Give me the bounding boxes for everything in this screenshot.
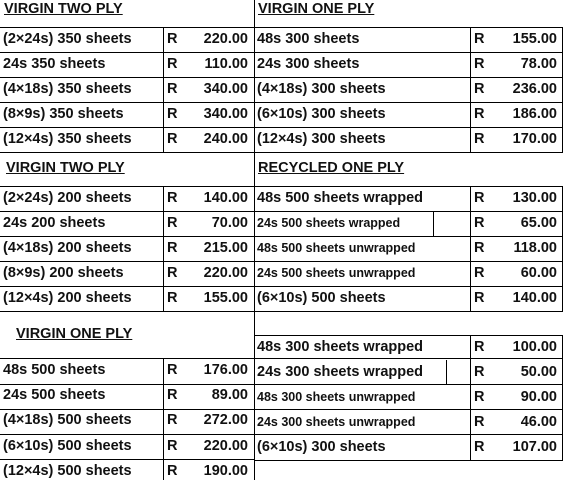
item-price <box>470 410 563 435</box>
item-price <box>470 286 563 311</box>
currency-symbol: R <box>474 439 485 455</box>
item-price <box>163 77 254 102</box>
currency-symbol: R <box>167 387 178 404</box>
price-value: 70.00 <box>211 215 248 231</box>
item-price <box>163 102 254 127</box>
price-value: 272.00 <box>203 412 248 429</box>
price-value: 190.00 <box>203 462 248 479</box>
item-description: (12×4s) 200 sheets <box>3 290 132 306</box>
price-value: 340.00 <box>203 106 248 122</box>
section-title-virgin-one-ply-500: VIRGIN ONE PLY <box>16 326 133 342</box>
currency-symbol: R <box>474 414 485 430</box>
item-description: (12×4s) 350 sheets <box>3 131 132 147</box>
price-value: 65.00 <box>520 215 557 231</box>
item-description: 24s 500 sheets <box>3 387 106 404</box>
currency-symbol: R <box>474 389 485 405</box>
price-value: 107.00 <box>512 439 557 455</box>
item-price <box>470 127 563 152</box>
price-value: 100.00 <box>512 339 557 355</box>
item-price <box>470 360 563 385</box>
item-description: 48s 300 sheets wrapped <box>257 339 424 355</box>
price-value: 220.00 <box>203 31 248 47</box>
item-description: (8×9s) 350 sheets <box>3 106 124 122</box>
currency-symbol: R <box>474 31 485 47</box>
price-value: 220.00 <box>203 265 248 281</box>
currency-symbol: R <box>167 131 178 147</box>
price-value: 110.00 <box>204 56 248 72</box>
currency-symbol: R <box>167 215 178 231</box>
item-description: (6×10s) 500 sheets <box>3 437 132 454</box>
currency-symbol: R <box>474 290 485 306</box>
item-price <box>470 27 563 52</box>
item-description: 48s 300 sheets unwrapped <box>257 390 416 404</box>
grid-line <box>0 311 563 312</box>
item-description: (2×24s) 200 sheets <box>3 190 132 206</box>
item-description: (8×9s) 200 sheets <box>3 265 124 281</box>
price-value: 220.00 <box>203 437 248 454</box>
price-value: 215.00 <box>203 240 248 256</box>
item-price <box>163 358 254 383</box>
item-description: 24s 200 sheets <box>3 215 106 231</box>
item-price <box>470 435 563 460</box>
price-value: 155.00 <box>203 290 248 306</box>
item-description: 24s 300 sheets unwrapped <box>257 415 416 429</box>
currency-symbol: R <box>474 339 485 355</box>
price-value: 176.00 <box>203 362 248 378</box>
price-value: 50.00 <box>520 364 557 380</box>
price-value: 140.00 <box>512 290 557 306</box>
currency-symbol: R <box>167 462 178 479</box>
item-description: 24s 500 sheets unwrapped <box>257 266 416 280</box>
item-description: 24s 350 sheets <box>3 56 106 72</box>
currency-symbol: R <box>474 265 485 281</box>
price-value: 89.00 <box>211 387 248 404</box>
item-price <box>163 211 254 236</box>
item-price <box>163 261 254 286</box>
grid-line <box>254 460 563 461</box>
item-price <box>163 127 254 152</box>
item-description: 24s 300 sheets wrapped <box>257 364 424 380</box>
price-value: 90.00 <box>520 389 557 405</box>
currency-symbol: R <box>167 265 178 281</box>
currency-symbol: R <box>474 81 485 97</box>
currency-symbol: R <box>167 290 178 306</box>
item-price <box>163 383 254 408</box>
currency-symbol: R <box>474 240 485 256</box>
currency-symbol: R <box>474 56 485 72</box>
item-price <box>470 77 563 102</box>
currency-symbol: R <box>167 106 178 122</box>
price-value: 46.00 <box>520 414 557 430</box>
item-description: (2×24s) 350 sheets <box>3 31 132 47</box>
price-value: 340.00 <box>203 81 248 97</box>
item-price <box>470 102 563 127</box>
item-price <box>163 236 254 261</box>
section-title-virgin-two-ply-200: VIRGIN TWO PLY <box>6 160 125 176</box>
item-description: (6×10s) 300 sheets <box>257 106 386 122</box>
item-description: (4×18s) 300 sheets <box>257 81 386 97</box>
item-price <box>163 27 254 52</box>
item-price <box>470 186 563 211</box>
item-description: (4×18s) 350 sheets <box>3 81 132 97</box>
price-value: 130.00 <box>512 190 557 206</box>
item-price <box>470 211 563 236</box>
currency-symbol: R <box>167 56 178 72</box>
currency-symbol: R <box>167 240 178 256</box>
currency-symbol: R <box>167 31 178 47</box>
section-title-virgin-two-ply-350: VIRGIN TWO PLY <box>4 1 123 17</box>
item-price <box>163 434 254 459</box>
currency-symbol: R <box>167 362 178 378</box>
currency-symbol: R <box>474 131 485 147</box>
price-value: 118.00 <box>513 240 557 256</box>
item-description: 24s 300 sheets <box>257 56 360 72</box>
item-price <box>470 261 563 286</box>
item-description: 48s 500 sheets <box>3 362 106 378</box>
section-title-virgin-one-ply-300: VIRGIN ONE PLY <box>258 1 375 17</box>
price-value: 240.00 <box>203 131 248 147</box>
currency-symbol: R <box>474 364 485 380</box>
item-description: 24s 500 sheets wrapped <box>257 216 401 230</box>
currency-symbol: R <box>167 81 178 97</box>
item-price <box>163 408 254 433</box>
price-value: 236.00 <box>512 81 557 97</box>
item-price <box>163 286 254 311</box>
price-value: 170.00 <box>512 131 557 147</box>
item-price <box>163 186 254 211</box>
currency-symbol: R <box>474 190 485 206</box>
item-price <box>163 52 254 77</box>
item-description: (6×10s) 300 sheets <box>257 439 386 455</box>
item-price <box>163 459 254 484</box>
item-description: (6×10s) 500 sheets <box>257 290 386 306</box>
currency-symbol: R <box>167 437 178 454</box>
item-description: 48s 500 sheets unwrapped <box>257 241 416 255</box>
item-description: (4×18s) 200 sheets <box>3 240 132 256</box>
price-value: 140.00 <box>203 190 248 206</box>
price-value: 60.00 <box>520 265 557 281</box>
item-description: 48s 500 sheets wrapped <box>257 190 424 206</box>
item-description: 48s 300 sheets <box>257 31 360 47</box>
grid-line <box>0 152 563 153</box>
item-price <box>470 335 563 360</box>
price-value: 155.00 <box>512 31 557 47</box>
currency-symbol: R <box>167 412 178 429</box>
item-price <box>470 236 563 261</box>
price-value: 78.00 <box>520 56 557 72</box>
item-price <box>470 385 563 410</box>
item-description: (4×18s) 500 sheets <box>3 412 132 429</box>
currency-symbol: R <box>167 190 178 206</box>
item-description: (12×4s) 300 sheets <box>257 131 386 147</box>
item-description: (12×4s) 500 sheets <box>3 462 132 479</box>
item-price <box>470 52 563 77</box>
price-value: 186.00 <box>512 106 557 122</box>
currency-symbol: R <box>474 106 485 122</box>
currency-symbol: R <box>474 215 485 231</box>
section-title-recycled-one-ply-500: RECYCLED ONE PLY <box>258 160 405 176</box>
